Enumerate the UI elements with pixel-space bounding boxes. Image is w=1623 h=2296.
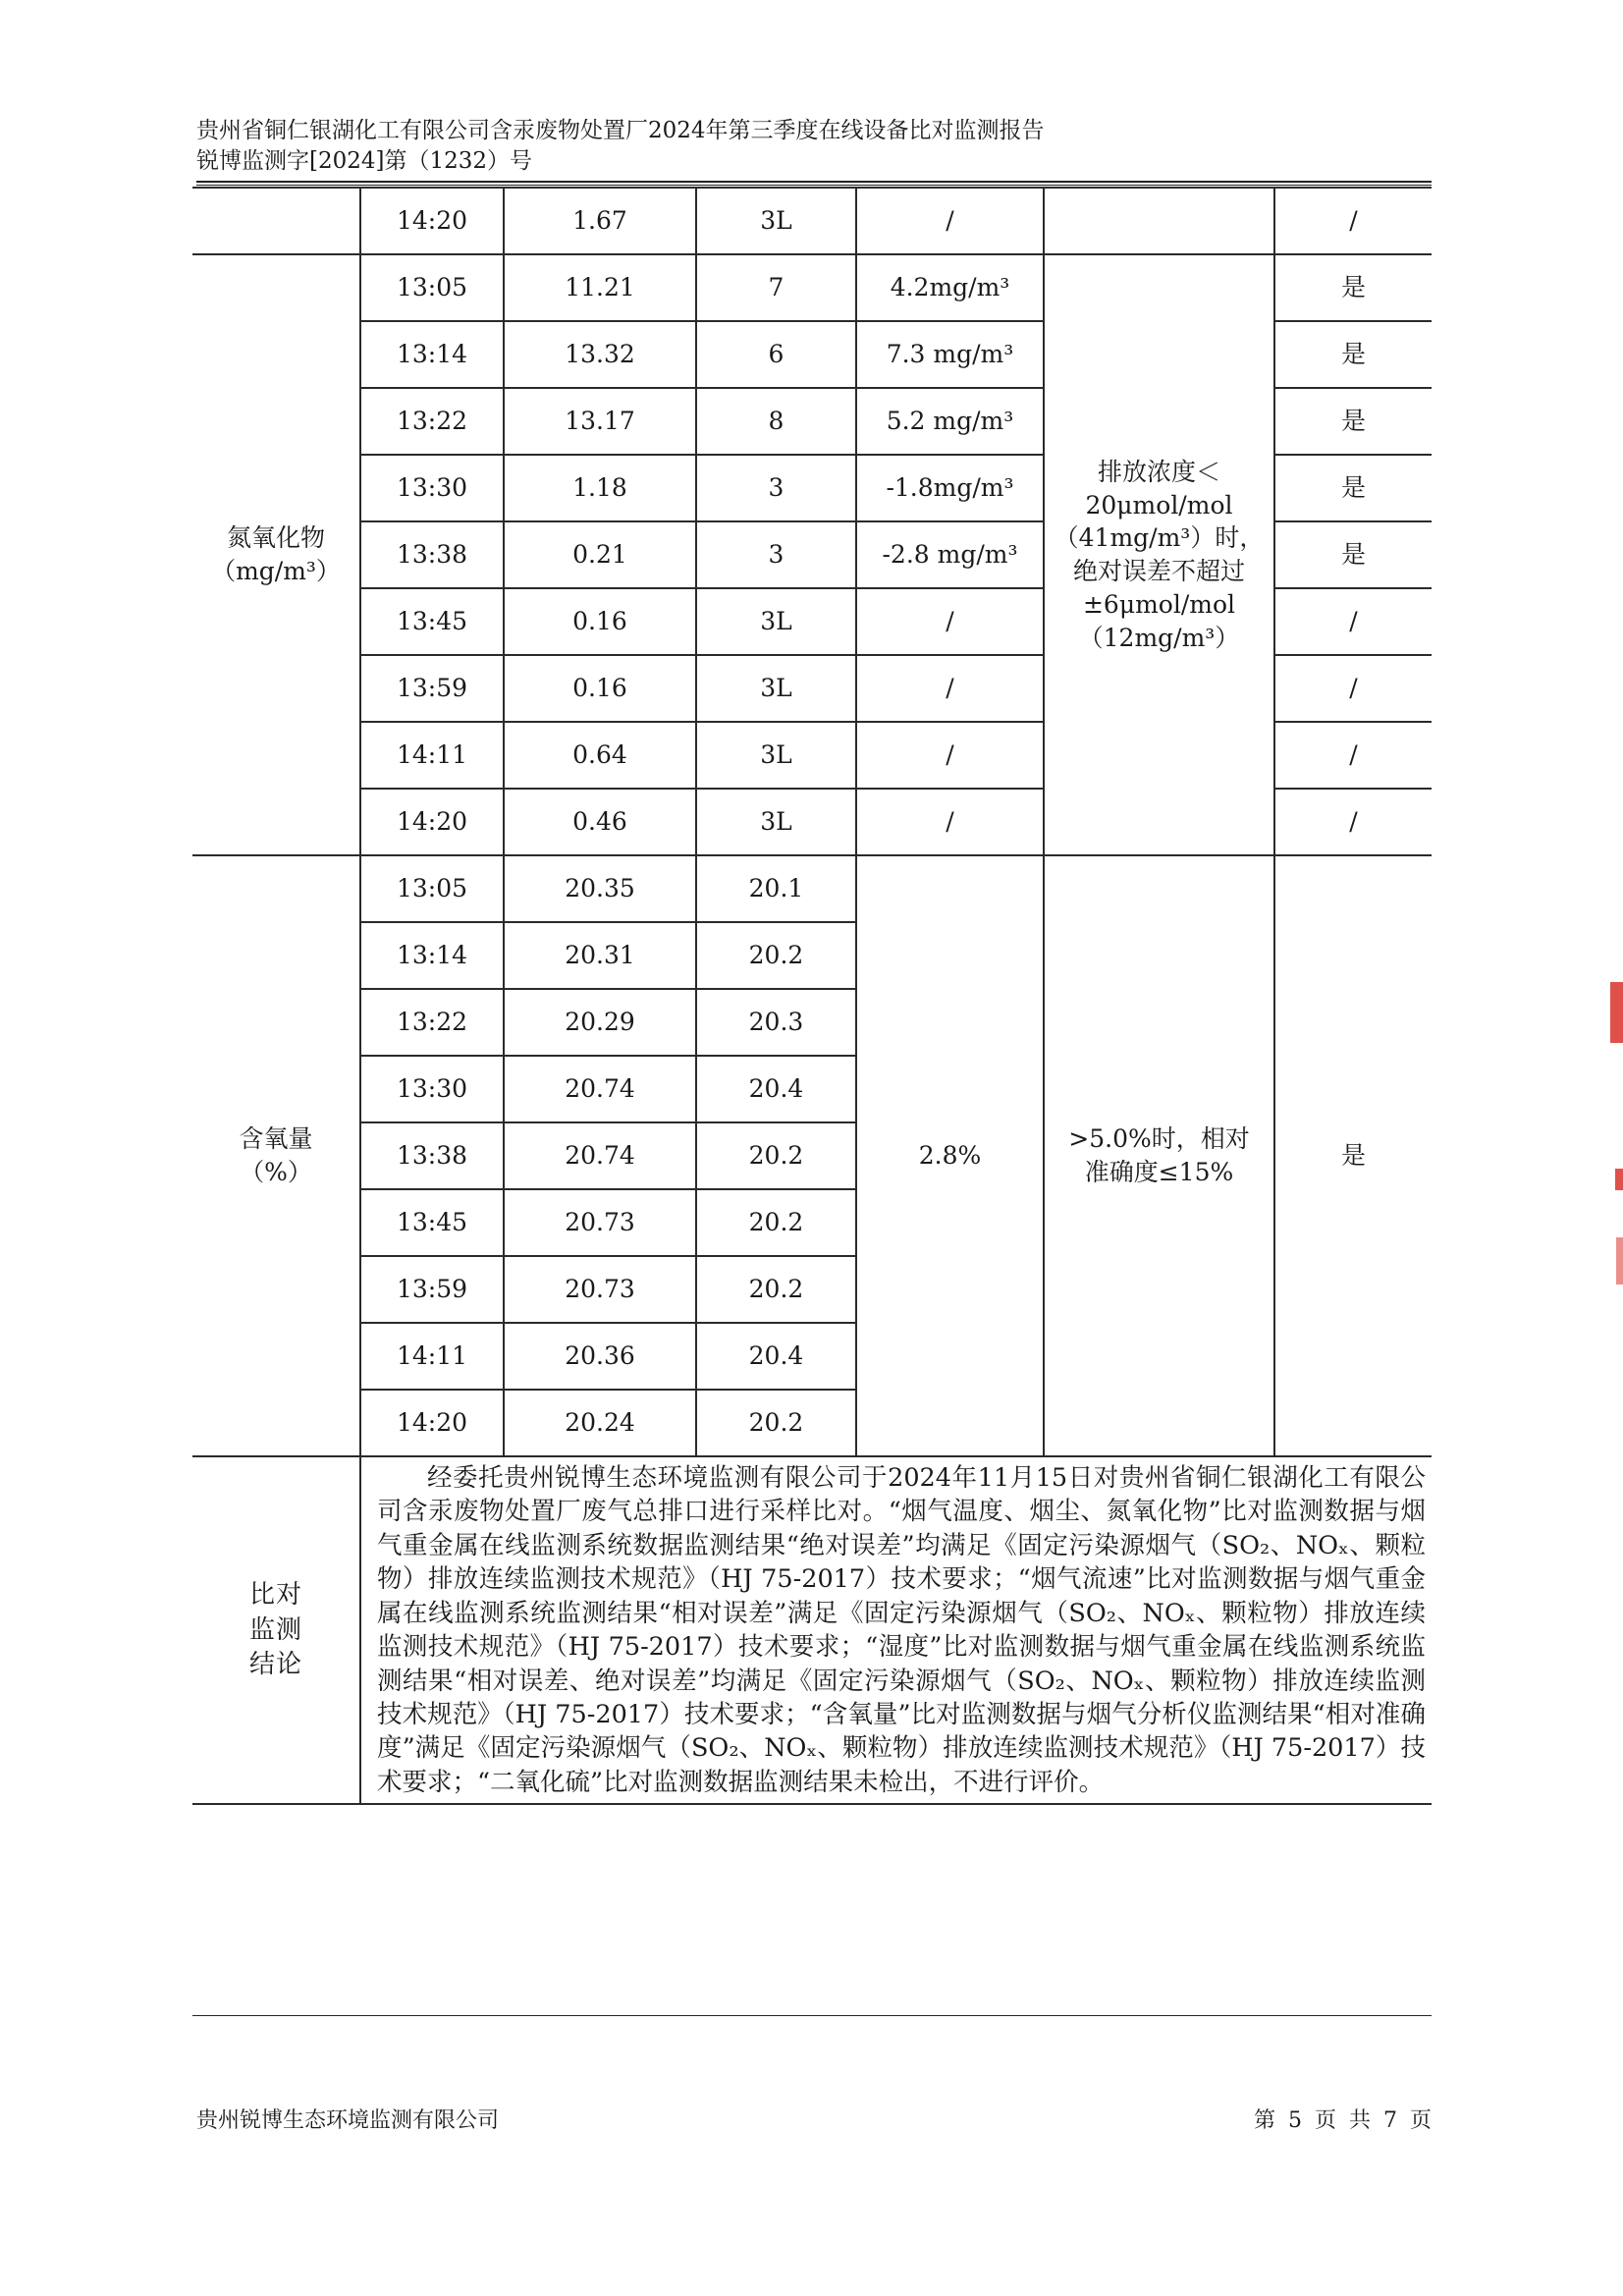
conform-cell: 是 [1274,321,1432,388]
param-unit: （%） [240,1158,312,1186]
table-row [192,188,1432,254]
conform-cell: 是 [1274,388,1432,455]
value1-cell: 13.17 [504,388,696,455]
value1-cell: 0.16 [504,588,696,655]
conclusion-label-cell [192,1456,360,1804]
standard-line: ±6μmol/mol [1082,589,1236,619]
standard-line: 20μmol/mol [1085,490,1233,519]
conform-cell: / [1274,789,1432,855]
footer-page-number: 第 5 页 共 7 页 [1254,2108,1432,2133]
time-cell: 13:22 [360,388,504,455]
error-cell: / [856,188,1044,254]
value1-cell: 0.16 [504,655,696,722]
value2-cell: 20.2 [696,1189,856,1256]
value2-cell: 20.2 [696,1256,856,1323]
value2-cell: 20.3 [696,989,856,1056]
value2-cell: 20.1 [696,855,856,922]
standard-line: 排放浓度＜ [1097,457,1220,486]
standard-cell [1044,254,1274,855]
value1-cell: 13.32 [504,321,696,388]
header-rule-thin [196,185,1432,186]
conform-cell: 是 [1274,254,1432,321]
time-cell: 13:14 [360,922,504,989]
time-cell: 13:59 [360,655,504,722]
standard-line: （12mg/m³） [1078,623,1240,652]
value2-cell: 3L [696,789,856,855]
value1-cell: 20.74 [504,1122,696,1189]
seal-stamp-fragment [1610,982,1623,1043]
value2-cell: 3L [696,188,856,254]
value2-cell: 8 [696,388,856,455]
time-cell: 13:45 [360,1189,504,1256]
value1-cell: 20.73 [504,1256,696,1323]
table-row [192,855,1432,922]
value1-cell: 1.18 [504,455,696,521]
value2-cell: 3L [696,722,856,789]
value2-cell: 3 [696,455,856,521]
value1-cell: 20.35 [504,855,696,922]
conform-cell: 是 [1274,521,1432,588]
value2-cell: 20.2 [696,922,856,989]
time-cell: 13:22 [360,989,504,1056]
standard-line: （41mg/m³）时， [1054,523,1265,553]
value2-cell: 3L [696,655,856,722]
time-cell: 13:30 [360,1056,504,1122]
report-title: 贵州省铜仁银湖化工有限公司含汞废物处置厂2024年第三季度在线设备比对监测报告 [196,118,1045,143]
conclusion-label-line: 监测 [248,1614,302,1645]
value1-cell: 11.21 [504,254,696,321]
conclusion-row [192,1456,1432,1804]
comparison-table [192,187,1432,1805]
value2-cell: 6 [696,321,856,388]
value1-cell: 20.74 [504,1056,696,1122]
time-cell: 13:45 [360,588,504,655]
value2-cell: 20.2 [696,1390,856,1456]
value1-cell: 0.64 [504,722,696,789]
value1-cell: 0.21 [504,521,696,588]
value2-cell: 20.4 [696,1056,856,1122]
value1-cell: 20.36 [504,1323,696,1390]
time-cell: 14:11 [360,722,504,789]
param-name: 含氧量 [239,1124,313,1154]
conclusion-text-cell [360,1456,1432,1804]
conform-cell: / [1274,188,1432,254]
value1-cell: 20.31 [504,922,696,989]
standard-line: >5.0%时，相对 [1068,1124,1250,1154]
error-cell: / [856,588,1044,655]
conform-cell: / [1274,588,1432,655]
time-cell: 14:20 [360,188,504,254]
time-cell: 13:14 [360,321,504,388]
value1-cell: 1.67 [504,188,696,254]
value1-cell: 20.29 [504,989,696,1056]
param-name-cell [192,855,360,1456]
error-cell: / [856,789,1044,855]
standard-cell [1044,855,1274,1456]
time-cell: 13:30 [360,455,504,521]
value1-cell: 0.46 [504,789,696,855]
value2-cell: 20.4 [696,1323,856,1390]
time-cell: 14:11 [360,1323,504,1390]
footer-company: 贵州锐博生态环境监测有限公司 [196,2108,500,2133]
conform-cell: / [1274,655,1432,722]
error-cell: 5.2 mg/m³ [856,388,1044,455]
time-cell: 14:20 [360,1390,504,1456]
time-cell: 13:38 [360,521,504,588]
error-cell: 4.2mg/m³ [856,254,1044,321]
report-number: 锐博监测字[2024]第（1232）号 [196,148,533,174]
value1-cell: 20.73 [504,1189,696,1256]
error-cell: / [856,722,1044,789]
value2-cell: 3 [696,521,856,588]
error-cell: -2.8 mg/m³ [856,521,1044,588]
value2-cell: 7 [696,254,856,321]
value1-cell: 20.24 [504,1390,696,1456]
value2-cell: 3L [696,588,856,655]
header-rule-thick [196,181,1432,183]
conclusion-text: 经委托贵州锐博生态环境监测有限公司于2024年11月15日对贵州省铜仁银湖化工有限公司含汞废物处置厂废气总排口进行采样比对。“烟气温度、烟尘、氮氧化物”比对监测数据与烟气重金属在线监测系统数据监测结果“绝对误差”均满足《固定污染源烟气（SO₂、NOₓ、颗粒物）排放连续监测技术规范》（HJ 75-2017）技术要求；“烟气流速”比对监测数据与烟气重金属在线监测系统监测结果“相对误差”满足《固定污染源烟气（SO₂、NOₓ、颗粒物）排放连续监测技术规范》（HJ 75-2017）技术要求；“湿度”比对监测数据与烟气重金属在线监测系统监测结果“相对误差、绝对误差”均满足《固定污染源烟气（SO₂、NOₓ、颗粒物）排放连续监测技术规范》（HJ 75-2017）技术要求；“含氧量”比对监测数据与烟气分析仪监测结果“相对准确度”满足《固定污染源烟气（SO₂、NOₓ、颗粒物）排放连续监测技术规范》（HJ 75-2017）技术要求；“二氧化硫”比对监测数据监测结果未检出，不进行评价。 [377,1463,1426,1797]
time-cell: 14:20 [360,789,504,855]
conclusion-label-line: 结论 [248,1649,302,1679]
param-name: 氮氧化物 [226,523,325,553]
seal-stamp-fragment [1616,1237,1623,1285]
time-cell: 13:05 [360,855,504,922]
error-cell: 7.3 mg/m³ [856,321,1044,388]
error-cell: / [856,655,1044,722]
time-cell: 13:05 [360,254,504,321]
value2-cell: 20.2 [696,1122,856,1189]
standard-line: 绝对误差不超过 [1072,557,1245,585]
conform-cell: 是 [1274,855,1432,1456]
time-cell: 13:38 [360,1122,504,1189]
table-row [192,254,1432,321]
param-name-cell [192,254,360,855]
error-cell: -1.8mg/m³ [856,455,1044,521]
conform-cell: 是 [1274,455,1432,521]
standard-cell-empty [1044,188,1274,254]
time-cell: 13:59 [360,1256,504,1323]
table-bottom-rule [192,2015,1432,2016]
param-cell-empty [192,188,360,254]
conclusion-label-line: 比对 [248,1580,302,1611]
param-unit: （mg/m³） [211,557,341,585]
conform-cell: / [1274,722,1432,789]
seal-stamp-fragment [1615,1169,1623,1190]
standard-line: 准确度≤15% [1084,1158,1234,1186]
accuracy-cell: 2.8% [856,855,1044,1456]
